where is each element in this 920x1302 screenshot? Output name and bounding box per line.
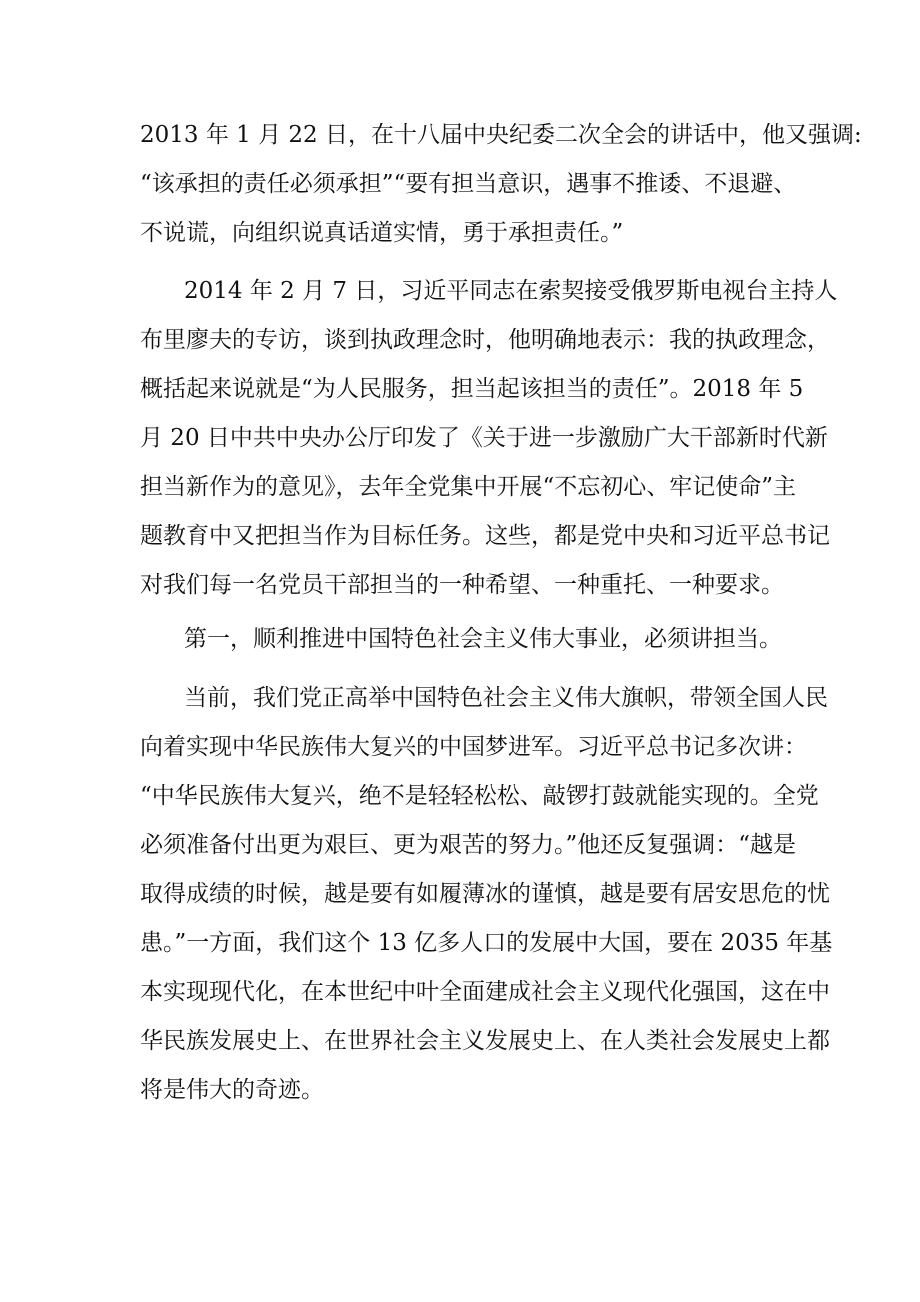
paragraph-4-line-9: 将是伟大的奇迹。 <box>140 1077 324 1103</box>
paragraph-4-line-3: “中华民族伟大复兴，绝不是轻轻松松、敲锣打鼓就能实现的。全党 <box>140 783 819 809</box>
paragraph-4-line-2: 向着实现中华民族伟大复兴的中国梦进军。习近平总书记多次讲： <box>140 734 807 760</box>
paragraph-4-line-6: 患。”一方面，我们这个 13 亿多人口的发展中大国，要在 2035 年基 <box>140 930 833 956</box>
paragraph-4-line-1: 当前，我们党正高举中国特色社会主义伟大旗帜，带领全国人民 <box>184 685 828 711</box>
paragraph-2-line-3: 概括起来说就是“为人民服务，担当起该担当的责任”。2018 年 5 <box>140 376 804 402</box>
paragraph-1-line-3: 不说谎，向组织说真话道实情，勇于承担责任。” <box>140 220 624 246</box>
paragraph-4-line-5: 取得成绩的时候，越是要有如履薄冰的谨慎，越是要有居安思危的忧 <box>140 881 830 907</box>
paragraph-2-line-7: 对我们每一名党员干部担当的一种希望、一种重托、一种要求。 <box>140 572 784 598</box>
paragraph-4-line-4: 必须准备付出更为艰巨、更为艰苦的努力。”他还反复强调：“越是 <box>140 832 797 858</box>
paragraph-1-line-2: “该承担的责任必须承担”“要有担当意识，遇事不推诿、不退避、 <box>140 171 797 197</box>
paragraph-2-line-1: 2014 年 2 月 7 日，习近平同志在索契接受俄罗斯电视台主持人 <box>184 278 838 304</box>
paragraph-2-line-4: 月 20 日中共中央办公厅印发了《关于进一步激励广大干部新时代新 <box>140 425 828 451</box>
paragraph-4-line-8: 华民族发展史上、在世界社会主义发展史上、在人类社会发展史上都 <box>140 1028 830 1054</box>
paragraph-3-line-1: 第一，顺利推进中国特色社会主义伟大事业，必须讲担当。 <box>184 626 782 652</box>
paragraph-2-line-6: 题教育中又把担当作为目标任务。这些，都是党中央和习近平总书记 <box>140 523 830 549</box>
paragraph-4-line-7: 本实现现代化，在本世纪中叶全面建成社会主义现代化强国，这在中 <box>140 979 830 1005</box>
paragraph-2-line-2: 布里廖夫的专访，谈到执政理念时，他明确地表示：我的执政理念， <box>140 327 830 353</box>
paragraph-2-line-5: 担当新作为的意见》，去年全党集中开展“不忘初心、牢记使命”主 <box>140 474 797 500</box>
paragraph-1-line-1: 2013 年 1 月 22 日，在十八届中央纪委二次全会的讲话中，他又强调: <box>140 122 862 148</box>
